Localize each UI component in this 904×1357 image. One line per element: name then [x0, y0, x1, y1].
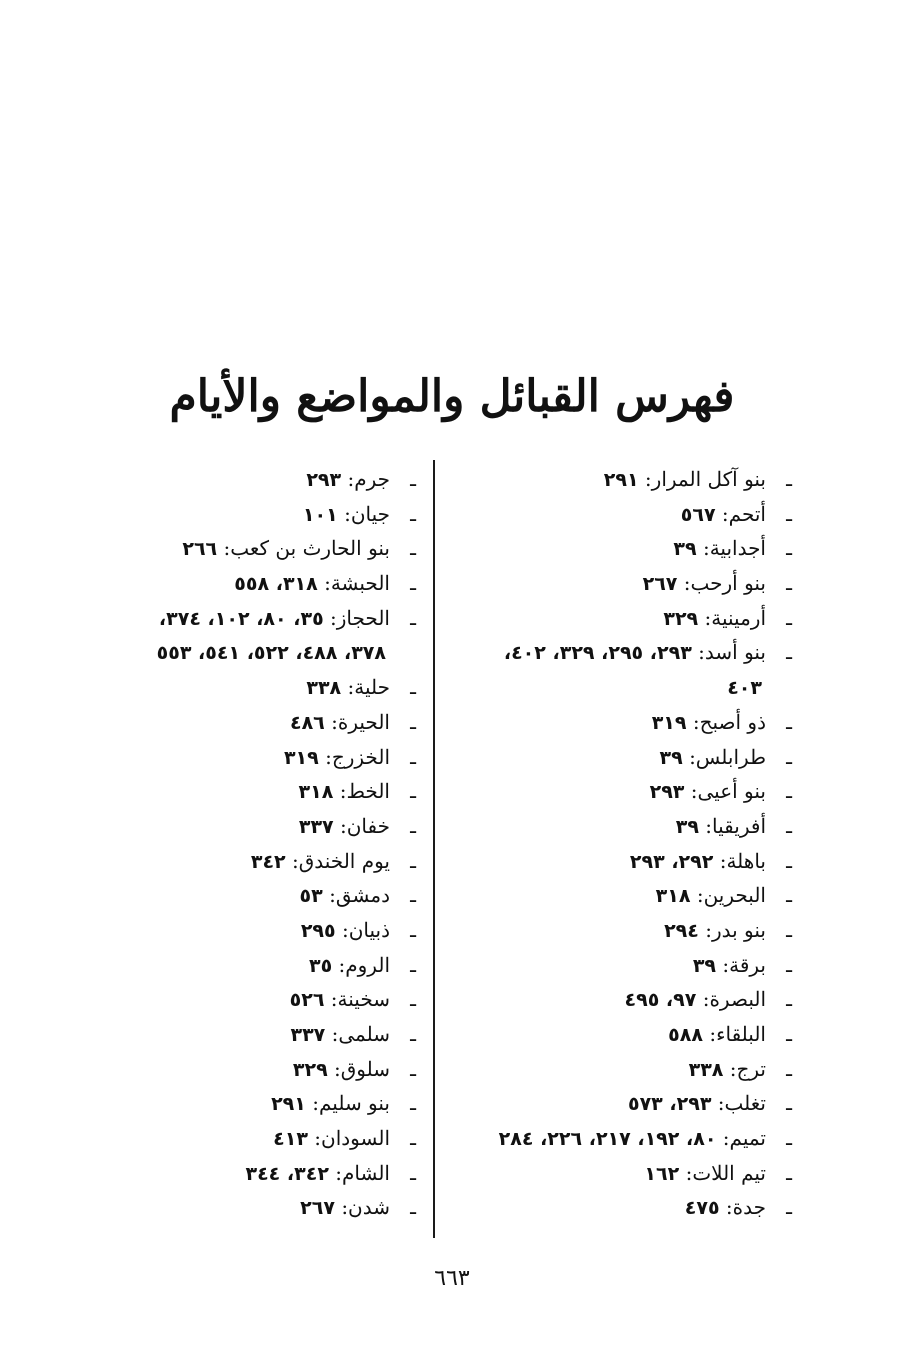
index-entry	[1, 1190, 416, 1225]
page-title: فهرس القبائل والمواضع والأيام	[169, 371, 735, 423]
entry-dash: ـ	[410, 1160, 416, 1185]
entry-name: تغلب:	[717, 1091, 766, 1116]
index-entry	[1, 740, 416, 775]
entry-pages: ٣٧٨، ٤٨٨، ٥٢٢، ٥٤١، ٥٥٣	[156, 642, 386, 665]
entry-dash: ـ	[410, 709, 416, 734]
entry-pages: ٣١٨، ٥٥٨	[234, 573, 318, 596]
entry-pages: ٥٢٦	[289, 989, 325, 1012]
index-entry	[432, 844, 792, 879]
entry-name: بنو أسد:	[698, 640, 766, 665]
entry-name: الحجاز:	[330, 605, 390, 630]
entry-dash: ـ	[786, 571, 792, 596]
entry-name: الخط:	[339, 779, 390, 804]
entry-dash: ـ	[786, 779, 792, 804]
entry-name: سلمى:	[331, 1022, 390, 1046]
entry-pages: ٣٢٩	[292, 1058, 328, 1081]
entry-pages: ٢٩٣	[306, 469, 342, 491]
entry-pages: ٣١٨	[298, 781, 334, 804]
entry-dash: ـ	[410, 675, 416, 700]
entry-dash: ـ	[410, 848, 416, 873]
entry-name: الحبشة:	[324, 571, 390, 596]
entry-name: السودان:	[314, 1126, 390, 1151]
entry-dash: ـ	[410, 1195, 416, 1220]
entry-pages: ٣٤٢، ٣٤٤	[245, 1162, 329, 1185]
entry-dash: ـ	[786, 987, 792, 1012]
entry-name: بنو آكل المرار:	[644, 467, 766, 491]
entry-pages: ٣١٩	[651, 711, 687, 734]
entry-name: جدة:	[725, 1195, 766, 1220]
entry-name: ذبيان:	[341, 917, 390, 942]
index-entry	[1, 913, 416, 948]
index-entry	[1, 774, 416, 809]
entry-name: خفان:	[340, 813, 390, 838]
entry-name: تميم:	[722, 1126, 766, 1151]
index-entry	[432, 601, 792, 636]
entry-dash: ـ	[786, 1126, 792, 1151]
index-entry	[1, 1052, 416, 1087]
index-entry	[1, 809, 416, 844]
entry-name: سخينة:	[330, 987, 390, 1012]
index-entry	[432, 566, 792, 601]
entry-name: الروم:	[338, 952, 390, 977]
entry-name: شدن:	[341, 1195, 390, 1220]
entry-pages: ٢٩٤	[664, 919, 699, 942]
entry-pages: ٣٢٩	[663, 607, 699, 630]
entry-pages: ٤١٣	[273, 1128, 308, 1151]
index-entry	[432, 878, 792, 913]
entry-name: أرمينية:	[704, 605, 766, 630]
entry-pages: ٢٦٦	[182, 538, 218, 561]
index-column-right	[432, 462, 792, 1225]
entry-pages: ٣١٨	[655, 885, 691, 908]
page-number: ٦٦٣	[434, 1266, 470, 1291]
entry-dash: ـ	[786, 744, 792, 769]
index-entry	[432, 531, 792, 566]
entry-name: بنو سليم:	[312, 1091, 390, 1116]
index-entry	[1, 1086, 416, 1121]
entry-name: الشام:	[335, 1160, 390, 1185]
index-entry	[1, 948, 416, 983]
index-entry-continuation	[432, 670, 792, 705]
entry-dash: ـ	[410, 952, 416, 977]
entry-dash: ـ	[410, 536, 416, 561]
entry-dash: ـ	[786, 605, 792, 630]
entry-dash: ـ	[410, 917, 416, 942]
entry-dash: ـ	[410, 501, 416, 526]
entry-pages: ٤٠٣	[727, 677, 762, 700]
index-entry	[1, 497, 416, 532]
index-column-left	[1, 462, 416, 1225]
entry-pages: ٤٨٦	[289, 711, 325, 734]
entry-pages: ٢٦٧	[300, 1197, 335, 1220]
index-entry	[432, 774, 792, 809]
entry-name: برقة:	[722, 952, 766, 977]
entry-dash: ـ	[786, 1056, 792, 1081]
entry-dash: ـ	[786, 1022, 792, 1046]
entry-pages: ٨٠، ١٩٢، ٢١٧، ٢٢٦، ٢٨٤	[498, 1128, 717, 1151]
index-entry-continuation	[1, 635, 416, 670]
entry-name: أفريقيا:	[705, 813, 766, 838]
entry-pages: ١٦٢	[644, 1162, 680, 1185]
index-entry	[432, 462, 792, 497]
entry-name: حلية:	[347, 675, 390, 700]
index-entry	[1, 1017, 416, 1052]
entry-pages: ٣٥، ٨٠، ١٠٢، ٣٧٤،	[158, 607, 324, 630]
entry-name: طرابلس:	[689, 744, 766, 769]
entry-dash: ـ	[786, 883, 792, 908]
index-entry	[432, 1156, 792, 1191]
entry-dash: ـ	[786, 467, 792, 491]
index-entry	[1, 531, 416, 566]
entry-pages: ٢٩١	[603, 469, 639, 491]
entry-pages: ٢٩١	[271, 1093, 306, 1116]
entry-pages: ٣٣٧	[298, 815, 334, 838]
index-entry	[1, 1121, 416, 1156]
entry-pages: ٥٦٧	[680, 503, 716, 526]
entry-pages: ٣٩	[673, 538, 697, 561]
index-entry	[1, 844, 416, 879]
entry-dash: ـ	[786, 501, 792, 526]
index-entry	[432, 497, 792, 532]
entry-name: البحرين:	[696, 883, 766, 908]
index-entry	[1, 705, 416, 740]
entry-name: بنو بدر:	[705, 917, 766, 942]
entry-name: بنو أرحب:	[683, 571, 766, 596]
entry-name: البلقاء:	[709, 1022, 766, 1046]
entry-dash: ـ	[410, 467, 416, 491]
entry-name: البصرة:	[702, 987, 766, 1012]
entry-dash: ـ	[786, 536, 792, 561]
entry-dash: ـ	[786, 813, 792, 838]
entry-name: سلوق:	[334, 1056, 390, 1081]
entry-pages: ٢٩٣، ٢٩٥، ٣٢٩، ٤٠٢،	[503, 642, 692, 665]
entry-dash: ـ	[410, 605, 416, 630]
index-entry	[1, 601, 416, 636]
entry-name: تيم اللات:	[685, 1160, 766, 1185]
index-entry	[432, 1017, 792, 1052]
entry-name: جرم:	[347, 467, 390, 491]
index-entry	[432, 1121, 792, 1156]
entry-dash: ـ	[410, 779, 416, 804]
index-entry	[1, 1156, 416, 1191]
entry-dash: ـ	[410, 1022, 416, 1046]
entry-pages: ٣٩	[692, 954, 717, 977]
entry-name: ذو أصبح:	[692, 709, 766, 734]
column-divider	[433, 460, 435, 1238]
index-entry	[432, 1086, 792, 1121]
entry-dash: ـ	[786, 1195, 792, 1220]
entry-pages: ٢٩٥	[300, 919, 336, 942]
index-entry	[432, 705, 792, 740]
entry-name: الخزرج:	[325, 744, 390, 769]
index-entry	[1, 462, 416, 497]
entry-dash: ـ	[410, 1126, 416, 1151]
entry-pages: ٣١٩	[283, 746, 319, 769]
entry-dash: ـ	[786, 709, 792, 734]
entry-name: بنو الحارث بن كعب:	[223, 536, 390, 561]
entry-pages: ٣٣٧	[290, 1024, 326, 1046]
entry-pages: ٣٣٨	[688, 1058, 724, 1081]
entry-pages: ٣٤٢	[250, 850, 286, 873]
index-entry	[432, 913, 792, 948]
entry-dash: ـ	[410, 987, 416, 1012]
entry-name: جيان:	[344, 501, 390, 526]
entry-dash: ـ	[410, 571, 416, 596]
entry-pages: ٣٥	[308, 954, 333, 977]
entry-name: بنو أعيى:	[690, 779, 766, 804]
entry-dash: ـ	[410, 744, 416, 769]
entry-dash: ـ	[786, 640, 792, 665]
index-entry	[432, 948, 792, 983]
entry-name: أتحم:	[721, 501, 766, 526]
entry-name: أجدابية:	[702, 536, 766, 561]
entry-pages: ٣٣٨	[306, 677, 342, 700]
entry-pages: ٢٩٣	[649, 781, 685, 804]
entry-dash: ـ	[410, 883, 416, 908]
entry-pages: ٢٩٣، ٥٧٣	[627, 1093, 712, 1116]
entry-dash: ـ	[410, 1056, 416, 1081]
entry-dash: ـ	[786, 1160, 792, 1185]
entry-pages: ٣٩	[659, 746, 683, 769]
entry-pages: ٢٩٢، ٢٩٣	[629, 850, 714, 873]
entry-dash: ـ	[786, 952, 792, 977]
entry-dash: ـ	[786, 848, 792, 873]
index-entry	[1, 982, 416, 1017]
entry-name: دمشق:	[329, 883, 390, 908]
index-entry	[432, 809, 792, 844]
entry-name: ترج:	[729, 1056, 766, 1081]
entry-dash: ـ	[410, 1091, 416, 1116]
entry-pages: ٩٧، ٤٩٥	[624, 989, 697, 1012]
entry-dash: ـ	[786, 917, 792, 942]
index-entry	[432, 740, 792, 775]
entry-dash: ـ	[786, 1091, 792, 1116]
index-entry	[1, 670, 416, 705]
entry-name: يوم الخندق:	[292, 848, 390, 873]
entry-pages: ٥٣	[299, 885, 323, 908]
index-entry	[1, 566, 416, 601]
entry-pages: ١٠١	[302, 503, 338, 526]
index-entry	[432, 635, 792, 670]
index-entry	[1, 878, 416, 913]
index-entry	[432, 1190, 792, 1225]
entry-pages: ٢٦٧	[642, 573, 678, 596]
entry-pages: ٥٨٨	[668, 1024, 703, 1046]
entry-pages: ٣٩	[675, 815, 699, 838]
entry-name: الحيرة:	[331, 709, 390, 734]
index-entry	[432, 1052, 792, 1087]
index-entry	[432, 982, 792, 1017]
entry-pages: ٤٧٥	[684, 1197, 720, 1220]
entry-name: باهلة:	[719, 848, 766, 873]
entry-dash: ـ	[410, 813, 416, 838]
